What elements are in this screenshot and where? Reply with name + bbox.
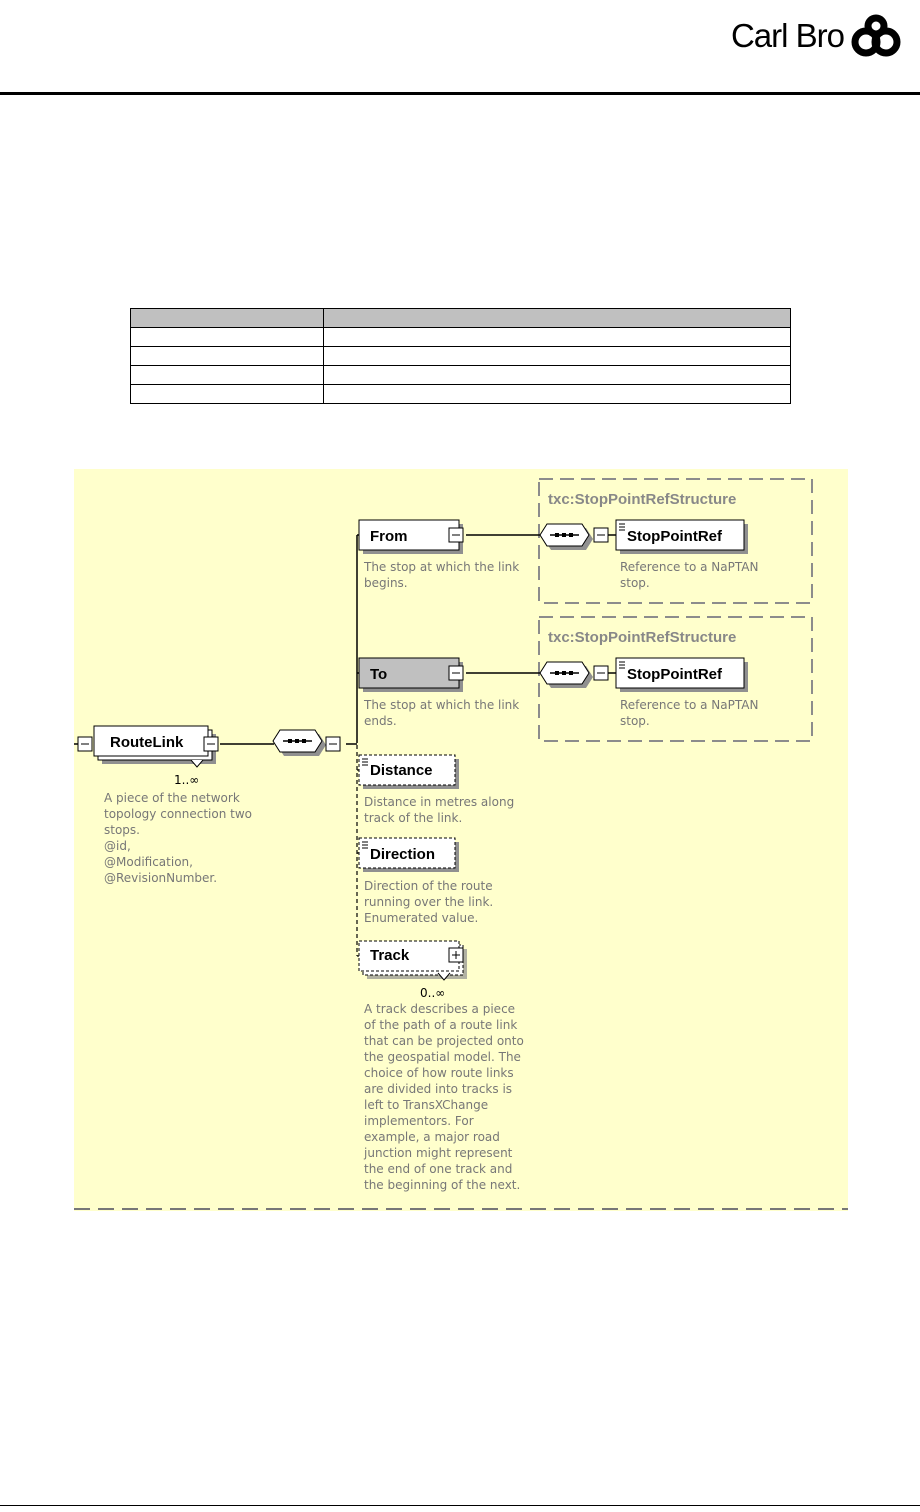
- table-cell: [324, 385, 791, 404]
- distance-label: Distance: [370, 762, 433, 779]
- table-cell: [131, 385, 324, 404]
- table-header-row: [131, 309, 791, 328]
- table-row: [131, 347, 791, 366]
- track-cardinality: 0..∞: [420, 986, 446, 1000]
- routelink-node[interactable]: [94, 726, 218, 787]
- table-cell: [324, 366, 791, 385]
- schema-diagram-svg: [74, 469, 848, 1211]
- footer-rule: [0, 1505, 920, 1506]
- to-label: To: [370, 666, 388, 683]
- table-cell: [324, 309, 791, 328]
- to-stoppointref-description: Reference to a NaPTAN stop.: [620, 698, 759, 728]
- table-cell: [131, 309, 324, 328]
- table-row: [131, 385, 791, 404]
- distance-node[interactable]: [359, 755, 459, 789]
- table-cell: [131, 366, 324, 385]
- from-stoppointref-node[interactable]: [616, 520, 748, 554]
- brand-logo: [731, 14, 904, 58]
- from-label: From: [370, 528, 408, 545]
- to-description: The stop at which the link ends.: [364, 698, 520, 728]
- sequence-compositor-icon[interactable]: [273, 730, 340, 756]
- to-stoppointref-node[interactable]: [616, 658, 748, 692]
- direction-description: Direction of the route running over the link. Enumerated value.: [364, 879, 494, 925]
- collapse-stub-icon[interactable]: [78, 737, 92, 751]
- track-node[interactable]: [359, 941, 467, 1000]
- type-name-to: txc:StopPointRefStructure: [548, 629, 737, 646]
- direction-node[interactable]: [359, 838, 459, 872]
- brand-name: Carl Bro: [730, 17, 844, 54]
- table-cell: [131, 347, 324, 366]
- direction-label: Direction: [370, 846, 436, 863]
- track-label: Track: [370, 947, 410, 964]
- table-cell: [324, 328, 791, 347]
- connectors: [74, 535, 616, 744]
- to-stoppointref-label: StopPointRef: [627, 666, 722, 683]
- from-node[interactable]: [359, 520, 463, 554]
- header-rule: [0, 92, 920, 95]
- routelink-label: RouteLink: [110, 734, 184, 751]
- from-type-compositor-icon[interactable]: [540, 524, 608, 550]
- schema-diagram: [74, 469, 848, 1211]
- from-description: The stop at which the link begins.: [364, 560, 520, 590]
- brand-mark-icon: [848, 14, 904, 58]
- distance-description: Distance in metres along track of the link.: [364, 795, 515, 825]
- track-description: A track describes a piece of the path of a route link that can be projected onto the geospatial model. The choice of how route links are divided into tracks is left to TransXChange implementors. For example, a major road junction might represent the end of one track and the beginning of the next.: [364, 1002, 524, 1192]
- table-row: [131, 328, 791, 347]
- attribute-table: [130, 308, 791, 404]
- routelink-description: A piece of the network topology connection two stops. @id, @Modification, @RevisionNumber.: [104, 791, 253, 885]
- to-type-compositor-icon[interactable]: [540, 662, 608, 688]
- page-header: [0, 0, 920, 96]
- table-row: [131, 366, 791, 385]
- table-cell: [131, 328, 324, 347]
- from-stoppointref-label: StopPointRef: [627, 528, 722, 545]
- table-cell: [324, 347, 791, 366]
- type-name-from: txc:StopPointRefStructure: [548, 491, 737, 508]
- from-stoppointref-description: Reference to a NaPTAN stop.: [620, 560, 759, 590]
- to-node[interactable]: [359, 658, 463, 692]
- routelink-cardinality: 1..∞: [174, 773, 200, 787]
